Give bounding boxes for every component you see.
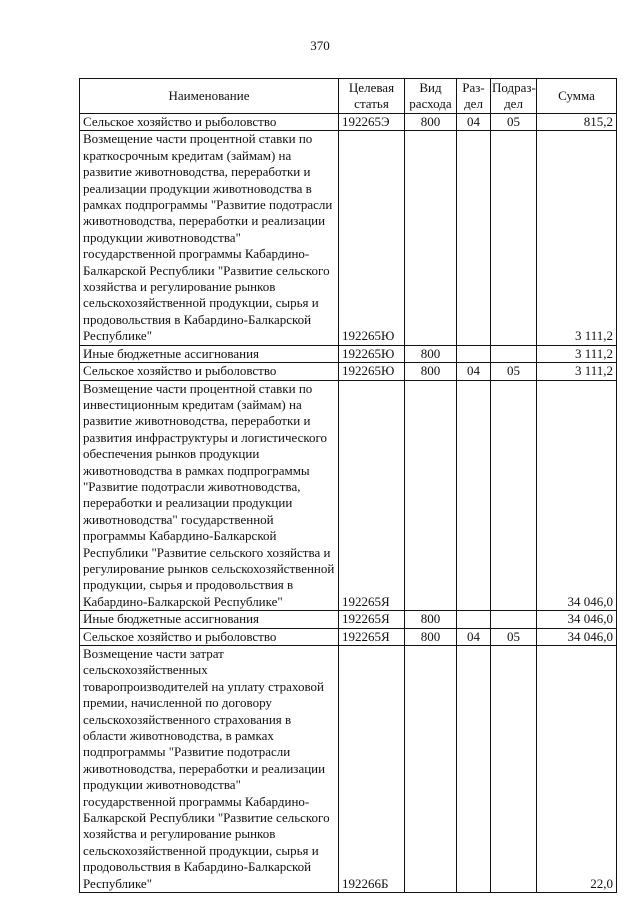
header-name: Наименование bbox=[80, 79, 339, 114]
row-target: 192265Э bbox=[339, 114, 405, 131]
row-sum: 3 111,2 bbox=[537, 345, 617, 362]
table-header-row bbox=[80, 79, 617, 114]
table-row bbox=[80, 646, 617, 893]
header-type: Вид расхода bbox=[405, 79, 457, 114]
row-section: 04 bbox=[457, 114, 491, 131]
row-section bbox=[457, 345, 491, 362]
budget-table bbox=[79, 78, 617, 893]
header-subsection: Подраз- дел bbox=[491, 79, 537, 114]
row-target: 192265Я bbox=[339, 380, 405, 611]
row-subsection: 05 bbox=[491, 114, 537, 131]
row-section bbox=[457, 646, 491, 893]
row-subsection bbox=[491, 345, 537, 362]
row-type: 800 bbox=[405, 611, 457, 628]
row-type: 800 bbox=[405, 363, 457, 380]
row-type: 800 bbox=[405, 345, 457, 362]
header-target: Целевая статья bbox=[339, 79, 405, 114]
row-type: 800 bbox=[405, 628, 457, 645]
row-target: 192265Я bbox=[339, 628, 405, 645]
row-section: 04 bbox=[457, 628, 491, 645]
row-target: 192265Я bbox=[339, 611, 405, 628]
row-target: 192266Б bbox=[339, 646, 405, 893]
row-name: Иные бюджетные ассигнования bbox=[80, 611, 339, 628]
table-row bbox=[80, 345, 617, 362]
row-sum: 34 046,0 bbox=[537, 380, 617, 611]
row-section bbox=[457, 611, 491, 628]
row-sum: 815,2 bbox=[537, 114, 617, 131]
row-name: Сельское хозяйство и рыболовство bbox=[80, 114, 339, 131]
table-row bbox=[80, 131, 617, 345]
table-row bbox=[80, 611, 617, 628]
row-name: Сельское хозяйство и рыболовство bbox=[80, 628, 339, 645]
row-type bbox=[405, 646, 457, 893]
row-name: Иные бюджетные ассигнования bbox=[80, 345, 339, 362]
row-type: 800 bbox=[405, 114, 457, 131]
row-subsection bbox=[491, 380, 537, 611]
table-row bbox=[80, 363, 617, 380]
row-section bbox=[457, 131, 491, 345]
row-name: Возмещение части процентной ставки по краткосрочным кредитам (займам) на развитие животноводства, переработки и реализации продукции животноводства в рамках подпрограммы "Развитие подотрасли животноводства, переработки и реализации продукции животноводства" государственной программы Кабардино-Балкарской Республики "Развитие сельского хозяйства и регулирование рынков сельскохозяйственной продукции, сырья и продовольствия в Кабардино-Балкарской Республике" bbox=[80, 131, 339, 345]
row-type bbox=[405, 380, 457, 611]
header-sum: Сумма bbox=[537, 79, 617, 114]
row-name: Возмещение части затрат сельскохозяйственных товаропроизводителей на уплату страховой премии, начисленной по договору сельскохозяйственного страхования в области животноводства, в рамках подпрограммы "Развитие подотрасли животноводства, переработки и реализации продукции животноводства" государственной программы Кабардино-Балкарской Республики "Развитие сельского хозяйства и регулирование рынков сельскохозяйственной продукции, сырья и продовольствия в Кабардино-Балкарской Республике" bbox=[80, 646, 339, 893]
row-type bbox=[405, 131, 457, 345]
table-row bbox=[80, 628, 617, 645]
row-sum: 34 046,0 bbox=[537, 628, 617, 645]
row-name: Сельское хозяйство и рыболовство bbox=[80, 363, 339, 380]
row-section bbox=[457, 380, 491, 611]
row-subsection: 05 bbox=[491, 363, 537, 380]
row-subsection: 05 bbox=[491, 628, 537, 645]
table-row bbox=[80, 114, 617, 131]
row-target: 192265Ю bbox=[339, 363, 405, 380]
page-number: 370 bbox=[310, 38, 330, 53]
row-subsection bbox=[491, 611, 537, 628]
header-section: Раз- дел bbox=[457, 79, 491, 114]
row-target: 192265Ю bbox=[339, 345, 405, 362]
row-subsection bbox=[491, 131, 537, 345]
row-target: 192265Ю bbox=[339, 131, 405, 345]
row-sum: 3 111,2 bbox=[537, 131, 617, 345]
row-name: Возмещение части процентной ставки по инвестиционным кредитам (займам) на развитие животноводства, переработки и развития инфраструктуры и логистического обеспечения рынков продукции животноводства в рамках подпрограммы "Развитие подотрасли животноводства, переработки и реализации продукции животноводства" государственной программы Кабардино-Балкарской Республики "Развитие сельского хозяйства и регулирование рынков сельскохозяйственной продукции, сырья и продовольствия в Кабардино-Балкарской Республике" bbox=[80, 380, 339, 611]
table-row bbox=[80, 380, 617, 611]
row-subsection bbox=[491, 646, 537, 893]
row-section: 04 bbox=[457, 363, 491, 380]
row-sum: 22,0 bbox=[537, 646, 617, 893]
row-sum: 34 046,0 bbox=[537, 611, 617, 628]
row-sum: 3 111,2 bbox=[537, 363, 617, 380]
